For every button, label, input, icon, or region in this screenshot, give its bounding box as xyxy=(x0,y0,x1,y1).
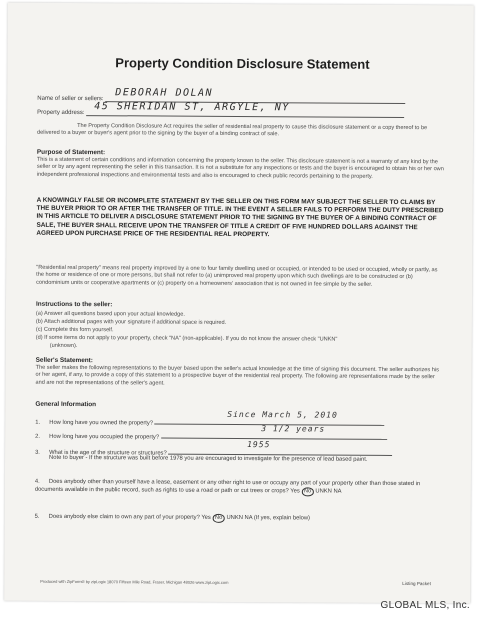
warning-paragraph: A KNOWINGLY FALSE OR INCOMPLETE STATEMENT BY THE SELLER ON THIS FORM MAY SUBJECT THE SELLER TO CLAIMS BY THE BUYER PRIOR TO OR AFTER THE TRANSFER OF TITLE. IN THE EVENT A SELLER FAILS TO PERFORM THE DUTY PRESCRIBED IN THIS ARTICLE TO DELIVER A DISCLOSURE STATEMENT PRIOR TO THE SIGNING BY THE BUYER OF A BINDING CONTRACT OF SALE, THE BUYER SHALL RECEIVE UPON THE TRANSFER OF TITLE A CREDIT OF FIVE HUNDRED DOLLARS AGAINST THE AGREED UPON PURCHASE PRICE OF THE RESIDENTIAL REAL PROPERTY. xyxy=(36,196,444,238)
q5-yes-option[interactable]: Yes xyxy=(201,514,211,521)
definition-paragraph: "Residential real property" means real property improved by a one to four family dwelling used or occupied, or intended to be used or occupied, wholly or partly, as the home or residence of one or more persons, but shall not refer to (a) unimproved real property upon which such dwellings are to be constructed or (b) condominium units or cooperative apartments or (c) property on a homeowners' association that is not owned in fee simple by the seller. xyxy=(36,264,438,288)
instruction-item: (d) If some items do not apply to your property, check "NA" (non-applicable). If you do not know the answer check "UNKN" xyxy=(35,334,338,343)
listing-packet-label: Listing Packet xyxy=(402,581,431,587)
instruction-item: (c) Complete this form yourself. xyxy=(35,326,114,334)
q4-no-option-circled[interactable]: No xyxy=(301,488,313,497)
purpose-text: This is a statement of certain conditions and information concerning the property known to the seller. This disclosure statement is not a warranty of any kind by the seller or by any agent representing the seller in this transaction. It is not a substitute for any inspections or tests and the buyer is encouraged to obtain his or her own independent professional inspections and environmental tests and also is encouraged to check public records pertaining to the property. xyxy=(36,156,444,180)
question-number: 3. xyxy=(35,449,40,456)
page-title: Property Condition Disclosure Statement xyxy=(115,55,370,72)
q5-unkn-option[interactable]: UNKN xyxy=(226,514,243,522)
seller-name-value: DEBORAH DOLAN xyxy=(115,87,214,99)
question-number: 2. xyxy=(35,433,41,440)
q4-na-option[interactable]: NA xyxy=(333,488,342,496)
mls-watermark: GLOBAL MLS, Inc. xyxy=(380,600,470,611)
property-address-value: 45 SHERIDAN ST, ARGYLE, NY xyxy=(94,101,290,114)
disclosure-document-page xyxy=(4,3,474,604)
answer-line xyxy=(168,448,392,456)
question-2 xyxy=(35,431,445,444)
question-text: Does anybody else claim to own any part of your property? xyxy=(48,513,200,521)
q4-unkn-option[interactable]: UNKN xyxy=(315,488,332,495)
general-information-heading: General Information xyxy=(35,400,97,409)
document-footer: Produced with ZipForm® by zipLogix 18070 Fifteen Mile Road, Fraser, Michigan 48026 www.zipLogix.com xyxy=(40,578,229,585)
seller-name-label: Name of seller or sellers: xyxy=(37,95,104,103)
q5-note: (If yes, explain below) xyxy=(253,515,310,522)
instruction-item: (unknown). xyxy=(49,342,78,350)
intro-paragraph: The Property Condition Disclosure Act requires the seller of residential real property to cause this disclosure statement or a copy thereof to be delivered to a buyer or buyer's agent prior to the signing by the buyer of a binding contract of sale. xyxy=(37,123,428,138)
lead-paint-note xyxy=(49,455,445,465)
instructions-heading: Instructions to the seller: xyxy=(35,300,113,309)
question-text: Does anybody other than yourself have a lease, easement or any other right to use or occupy any part of your property other than those stated in documents available in the public record, such as rights to use a road or path or cut trees or crops? xyxy=(34,478,421,495)
question-4 xyxy=(35,479,445,497)
property-address-row xyxy=(37,101,404,118)
instruction-item: (b) Attach additional pages with your signature if additional space is required. xyxy=(35,318,227,326)
q5-no-option-circled[interactable]: No xyxy=(212,514,224,523)
question-3-answer: 1955 xyxy=(247,440,271,450)
lead-paint-note-text: Note to buyer - If the structure was built before 1978 you are encouraged to investigate for the presence of lead based paint. xyxy=(49,454,368,463)
sellers-statement-heading: Seller's Statement: xyxy=(35,356,93,365)
document-content xyxy=(32,3,454,522)
property-address-label: Property address: xyxy=(37,109,85,117)
question-text: What is the age of the structure or structures? xyxy=(49,449,167,457)
question-2-answer: 3 1/2 years xyxy=(261,424,326,434)
question-number: 1. xyxy=(35,419,41,426)
instruction-item: (a) Answer all questions based upon your actual knowledge. xyxy=(35,310,185,318)
purpose-heading: Purpose of Statement: xyxy=(36,148,106,157)
property-address-line xyxy=(86,101,404,118)
sellers-statement-text: The seller makes the following representations to the buyer based upon the seller's actual knowledge at the time of signing this document. The seller authorizes his or her agent, if any, to provide a copy of this statement to a prospective buyer of the residential real property. The following are representations made by the seller and are not the representations of the seller's agent. xyxy=(35,364,439,387)
question-number: 4. xyxy=(34,478,40,485)
question-text: How long have you owned the property? xyxy=(49,419,154,427)
question-1-answer: Since March 5, 2010 xyxy=(227,409,338,420)
question-text: How long have you occupied the property? xyxy=(49,433,160,441)
question-number: 5. xyxy=(34,513,40,520)
question-5 xyxy=(35,513,445,524)
q4-options xyxy=(290,489,341,495)
q5-na-option[interactable]: NA xyxy=(244,515,253,522)
q4-yes-option[interactable]: Yes xyxy=(290,488,300,495)
